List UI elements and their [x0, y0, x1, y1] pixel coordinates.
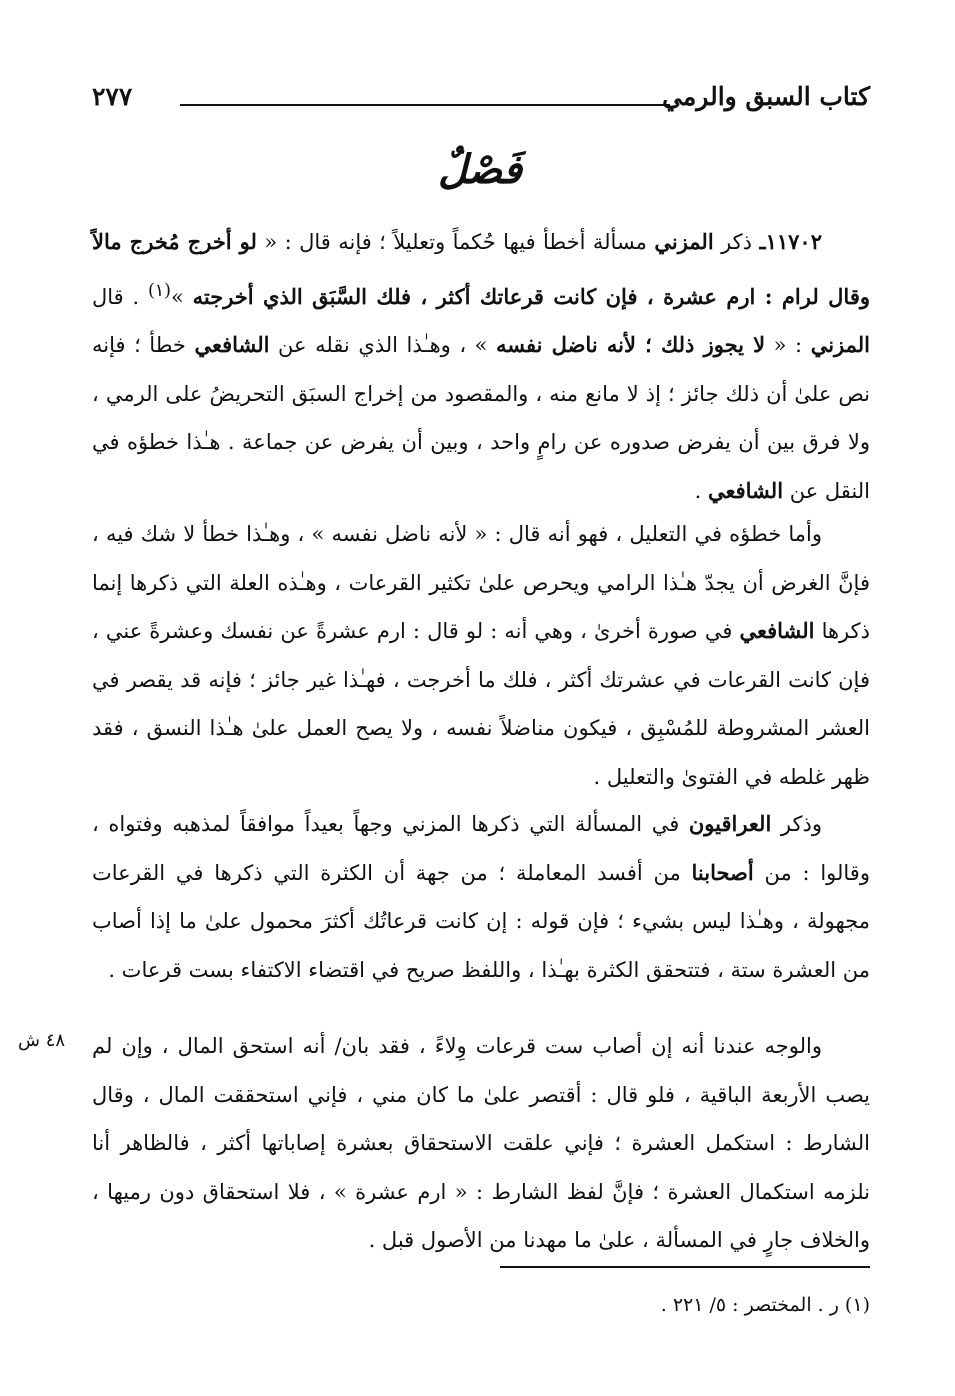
text-run: . [694, 478, 708, 503]
bold-name: العراقيون [688, 811, 772, 836]
bold-name: الشافعي [739, 618, 815, 643]
bold-name: المزني [810, 332, 870, 357]
text-run: ذكر [713, 230, 760, 254]
issue-number: ١١٧٠٢ـ [759, 229, 822, 254]
footnote-ref: (١) [147, 280, 171, 301]
bold-name: الشافعي [707, 477, 784, 503]
bold-name: المزني [654, 229, 714, 254]
margin-note: ٤٨ ش [18, 1030, 66, 1051]
page-header [92, 82, 870, 126]
bold-name: أصحابنا [691, 859, 754, 885]
text-run: . قال [92, 284, 148, 309]
text-run: وذكر [771, 812, 822, 836]
text-run: مسألة أخطأ فيها حُكماً وتعليلاً ؛ فإنه قال : « [256, 230, 655, 254]
bold-quote: لو أخرج مُخرج مالاً وقال لرام : ارم عشرة ، فإن كانت قرعاتك أكثر ، فلك السَّبَق الذي أخرجته [92, 229, 870, 309]
bold-quote: لا يجوز ذلك ؛ لأنه ناضل نفسه [496, 332, 766, 357]
paragraph-3 [92, 800, 870, 994]
footnote-rule [500, 1266, 870, 1268]
paragraph-2 [92, 510, 870, 801]
text-run: : « [765, 333, 811, 357]
text-run: » ، وهـٰذا الذي نقله عن [269, 333, 497, 357]
footnote: (١) ر . المختصر : ٥/ ٢٢١ . [660, 1294, 870, 1316]
header-rule [180, 104, 670, 106]
text-run: والوجه عندنا أنه إن أصاب ست قرعات وِلاءً ، فقد بان/ أنه استحق المال ، وإن لم يصب الأربعة الباقية ، فلو قال : أقتصر علىٰ ما كان مني ، فإني استحققت المال ، وقال الشارط : استكمل العشرة ؛ فإني علقت الاستحقاق بعشرة إصاباتها أكثر ، فالظاهر أنا نلزمه استكمال العشرة ؛ فإنَّ لفظ الشارط : « ارم عشرة » ، فلا استحقاق دون رميها ، والخلاف جارٍ في المسألة ، علىٰ ما مهدنا من الأصول قبل . [92, 1034, 870, 1252]
text-run: » [171, 284, 193, 309]
text-run: خطأ ؛ فإنه نص علىٰ أن ذلك جائز ؛ إذ لا مانع منه ، والمقصود من إخراج السبَق التحريضُ على الرمي ، ولا فرق بين أن يفرض صدوره عن رامٍ واحد ، وبين أن يفرض عن جماعة . هـٰذا خطؤه في النقل عن [92, 333, 870, 503]
bold-name: الشافعي [194, 332, 270, 357]
text-run: وأما خطؤه في التعليل ، فهو أنه قال : « لأنه ناضل نفسه » ، وهـٰذا خطأ لا شك فيه ، فإنَّ الغرض أن يجدّ هـٰذا الرامي ويحرص علىٰ تكثير القرعات ، وهـٰذه العلة التي ذكرها إنما ذكرها [92, 522, 870, 643]
page-number: ٢٧٧ [92, 82, 133, 111]
section-heading: فَصْلٌ [437, 146, 523, 193]
text-run: في صورة أخرىٰ ، وهي أنه : لو قال : ارم عشرةً عن نفسك وعشرةً عني ، فإن كانت القرعات في عشرتك أكثر ، فلك ما أخرجت ، فهـٰذا غير جائز ؛ فإنه قد يقصر في العشر المشروطة للمُسْبِق ، فيكون مناضلاً نفسه ، ولا يصح العمل علىٰ هـٰذا النسق ، فقد ظهر غلطه في الفتوىٰ والتعليل . [92, 619, 870, 789]
running-title: كتاب السبق والرمي [662, 82, 870, 111]
text-run: في المسألة التي ذكرها المزني وجهاً بعيداً موافقاً لمذهبه وفتواه ، وقالوا : من [92, 812, 870, 885]
text-run: من أفسد المعاملة ؛ من جهة أن الكثرة التي ذكرها في القرعات مجهولة ، وهـٰذا ليس بشيء ؛ فإن قوله : إن كانت قرعاتُك أكثرَ محمول علىٰ ما إذا أصاب من العشرة ستة ، فتتحقق الكثرة بهـٰذا ، واللفظ صريح في اقتضاء الاكتفاء بست قرعات . [92, 860, 870, 982]
paragraph-4 [92, 1022, 870, 1265]
paragraph-1 [92, 218, 870, 515]
